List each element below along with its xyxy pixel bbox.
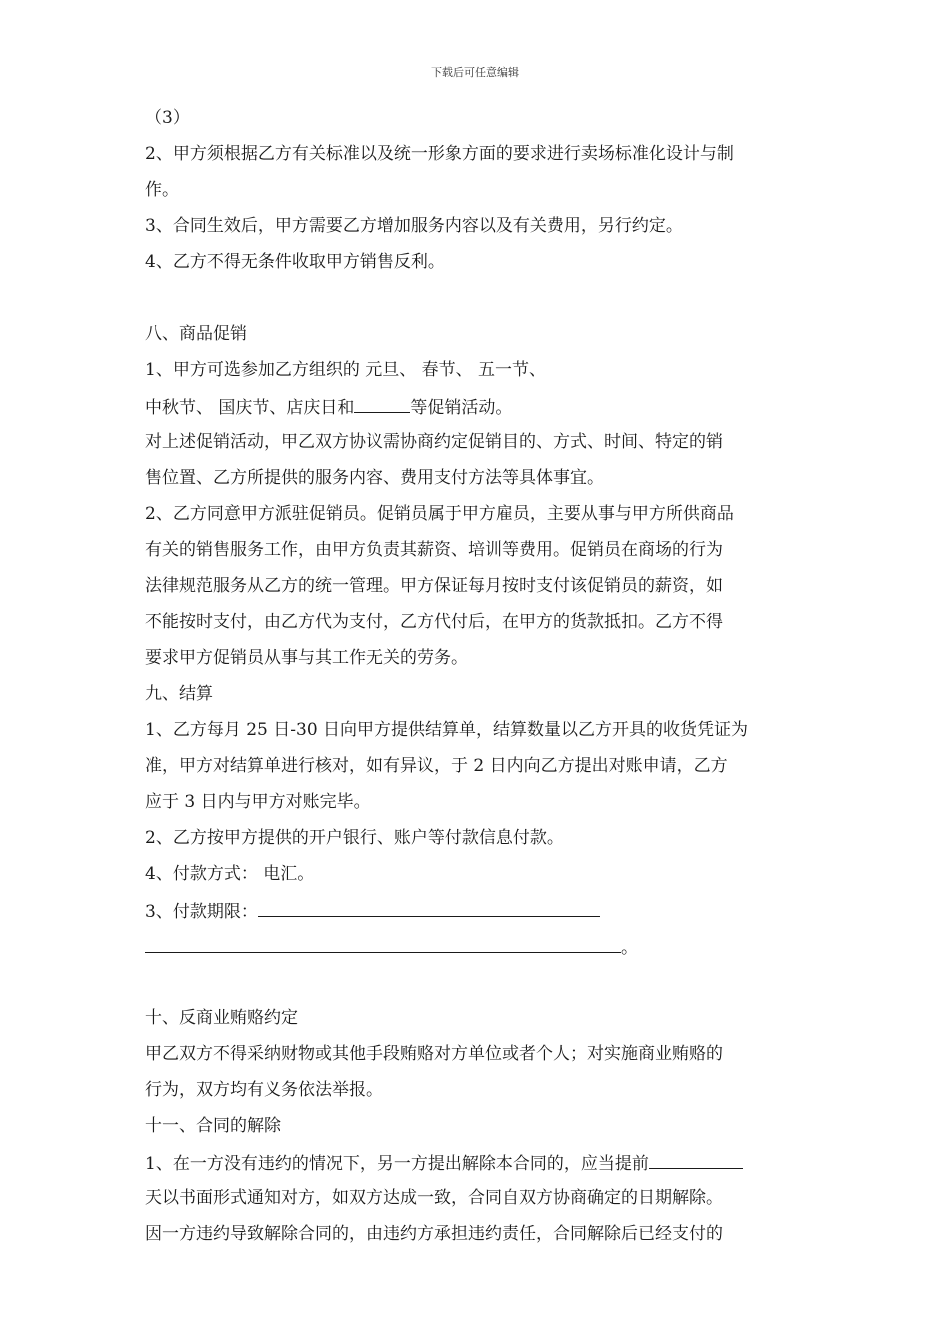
paragraph-line — [145, 892, 810, 928]
paragraph-line: 4、付款方式： 电汇。 — [145, 864, 315, 884]
paragraph-line: 因一方违约导致解除合同的，由违约方承担违约责任，合同解除后已经支付的 — [145, 1224, 723, 1244]
paragraph-line: 2、乙方按甲方提供的开户银行、账户等付款信息付款。 — [145, 828, 564, 848]
paragraph-line: 法律规范服务从乙方的统一管理。甲方保证每月按时支付该促销员的薪资，如 — [145, 576, 723, 596]
paragraph-line: 天以书面形式通知对方，如双方达成一致，合同自双方协商确定的日期解除。 — [145, 1188, 723, 1208]
line-text: 1、在一方没有违约的情况下，另一方提出解除本合同的，应当提前 — [145, 1154, 649, 1174]
section-heading-9: 九、结算 — [145, 684, 213, 704]
paragraph-line: 1、乙方每月 25 日-30 日向甲方提供结算单，结算数量以乙方开具的收货凭证为 — [145, 720, 749, 740]
fill-in-blank — [649, 1144, 743, 1169]
fill-in-blank — [258, 892, 600, 917]
paragraph-line: 售位置、乙方所提供的服务内容、费用支付方法等具体事宜。 — [145, 468, 604, 488]
paragraph-line: 作。 — [145, 180, 179, 200]
paragraph-line: 对上述促销活动，甲乙双方协议需协商约定促销目的、方式、时间、特定的销 — [145, 432, 723, 452]
document-body — [145, 100, 810, 1252]
spacer — [145, 964, 810, 1000]
paragraph-line — [145, 1144, 810, 1180]
line-text: 等促销活动。 — [410, 398, 513, 418]
line-text: 。 — [621, 938, 638, 958]
paragraph-line: 甲乙双方不得采纳财物或其他手段贿赂对方单位或者个人；对实施商业贿赂的 — [145, 1044, 723, 1064]
fill-in-blank — [354, 388, 410, 413]
paragraph-line: 不能按时支付，由乙方代为支付，乙方代付后，在甲方的货款抵扣。乙方不得 — [145, 612, 723, 632]
section-heading-8: 八、商品促销 — [145, 324, 247, 344]
paragraph-line: 4、乙方不得无条件收取甲方销售反利。 — [145, 252, 445, 272]
paragraph-line: （3） — [145, 108, 190, 128]
paragraph-line: 行为，双方均有义务依法举报。 — [145, 1080, 383, 1100]
paragraph-line — [145, 928, 810, 964]
section-heading-10: 十、反商业贿赂约定 — [145, 1008, 298, 1028]
paragraph-line: 1、甲方可选参加乙方组织的 元旦、 春节、 五一节、 — [145, 360, 547, 380]
paragraph-line: 应于 3 日内与甲方对账完毕。 — [145, 792, 371, 812]
section-heading-11: 十一、合同的解除 — [145, 1116, 281, 1136]
page-header: 下载后可任意编辑 — [431, 66, 519, 79]
fill-in-blank — [145, 928, 621, 953]
paragraph-line — [145, 388, 810, 424]
line-text: 3、付款期限： — [145, 902, 258, 922]
paragraph-line: 2、甲方须根据乙方有关标准以及统一形象方面的要求进行卖场标准化设计与制 — [145, 144, 734, 164]
line-text: 中秋节、 国庆节、店庆日和 — [145, 398, 355, 418]
paragraph-line: 2、乙方同意甲方派驻促销员。促销员属于甲方雇员，主要从事与甲方所供商品 — [145, 504, 734, 524]
paragraph-line: 3、合同生效后，甲方需要乙方增加服务内容以及有关费用，另行约定。 — [145, 216, 683, 236]
paragraph-line: 准，甲方对结算单进行核对，如有异议，于 2 日内向乙方提出对账申请，乙方 — [145, 756, 728, 776]
paragraph-line: 要求甲方促销员从事与其工作无关的劳务。 — [145, 648, 468, 668]
spacer — [145, 280, 810, 316]
paragraph-line: 有关的销售服务工作，由甲方负责其薪资、培训等费用。促销员在商场的行为 — [145, 540, 723, 560]
